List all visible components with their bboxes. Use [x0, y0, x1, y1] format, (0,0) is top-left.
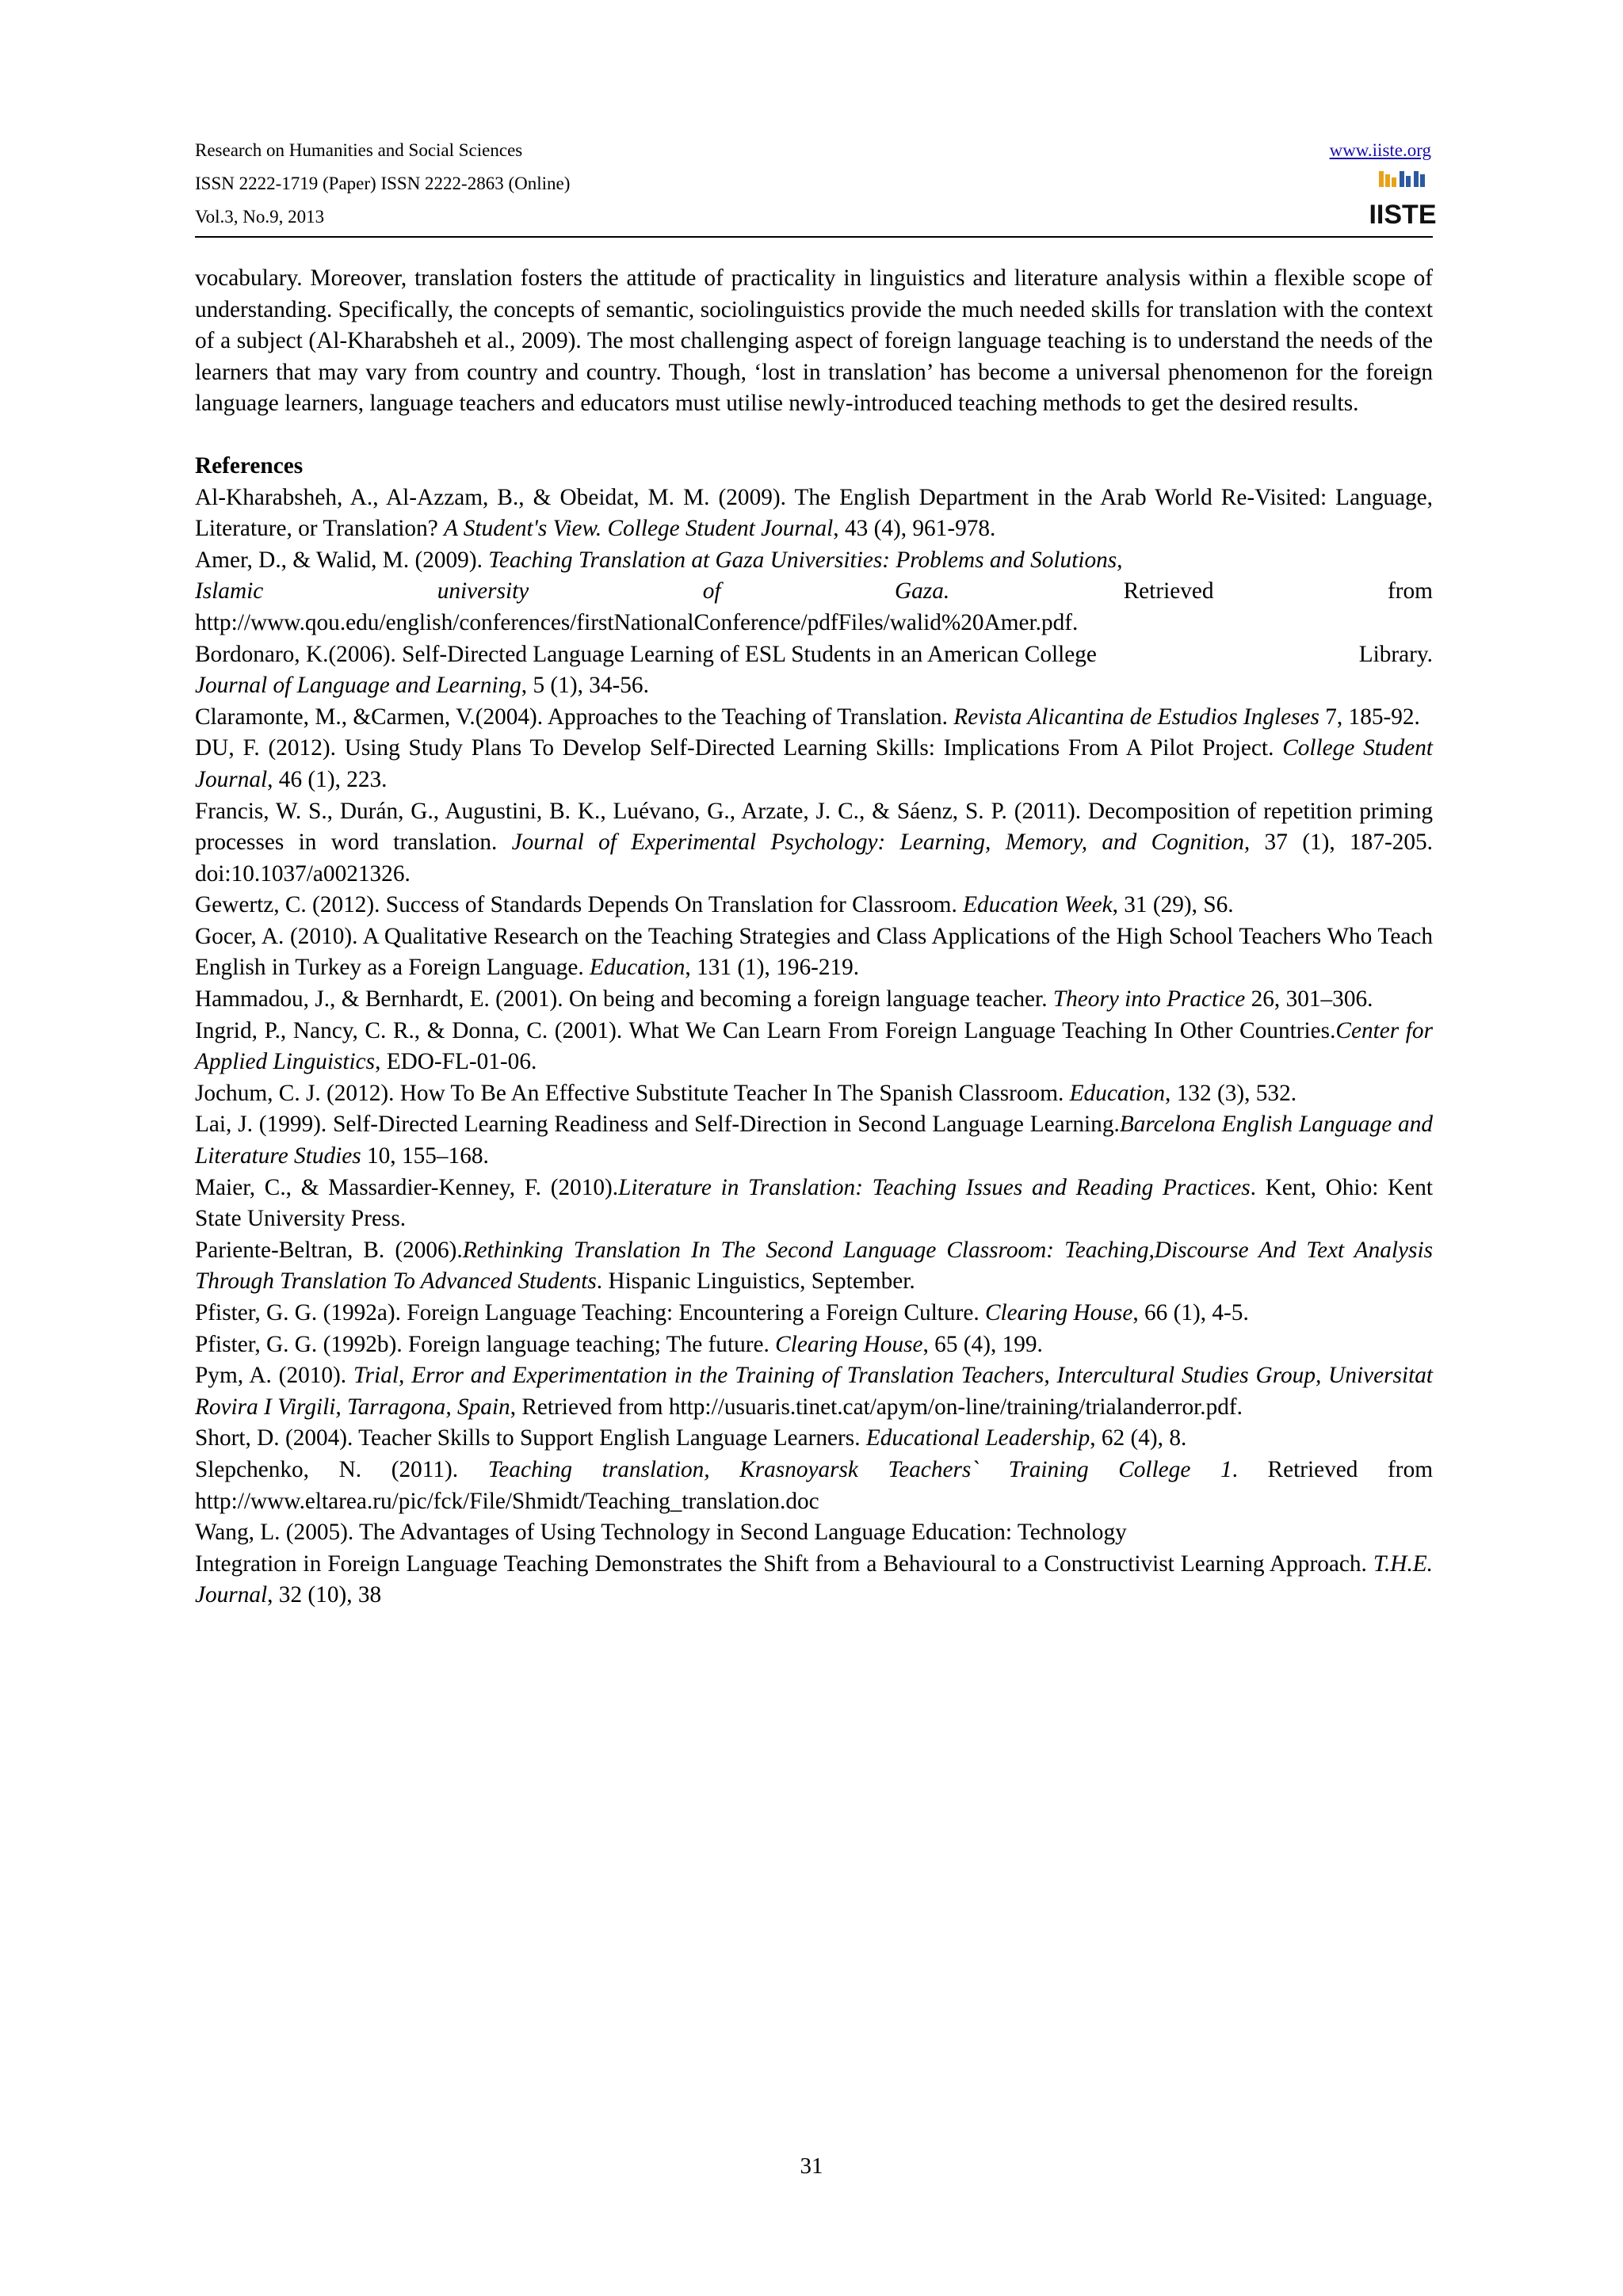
- reference-item: Ingrid, P., Nancy, C. R., & Donna, C. (2001). What We Can Learn From Foreign Language Teaching In Other Countries.Center for Applied Linguistics, EDO-FL-01-06.: [195, 1017, 1433, 1075]
- reference-item: DU, F. (2012). Using Study Plans To Develop Self-Directed Learning Skills: Implications From A Pilot Project. College Student Journal, 46 (1), 223.: [195, 735, 1434, 792]
- reference-item: Wang, L. (2005). The Advantages of Using Technology in Second Language Education: Technology Integration in Foreign Language Teaching Demonstrates the Shift from a Behavioural to a Constructivist Learning Approach. T.H.E. Journal, 32 (10), 38: [195, 1520, 1433, 1608]
- header-rule: [195, 236, 1433, 238]
- reference-item: Short, D. (2004). Teacher Skills to Support English Language Learners. Educational Leadership, 62 (4), 8.: [195, 1425, 1187, 1451]
- reference-item: Jochum, C. J. (2012). How To Be An Effective Substitute Teacher In The Spanish Classroom. Education, 132 (3), 532.: [195, 1080, 1297, 1106]
- reference-item: Al-Kharabsheh, A., Al-Azzam, B., & Obeidat, M. M. (2009). The English Department in the Arab World Re-Visited: Language, Literature, or Translation? A Student's View. College Student Journal, 43 (4), 961-978.: [195, 484, 1433, 542]
- iiste-logo: [1369, 170, 1437, 230]
- references-heading: References: [195, 452, 304, 479]
- issn-line: ISSN 2222-1719 (Paper) ISSN 2222-2863 (Online): [195, 174, 571, 193]
- reference-item: Pym, A. (2010). Trial, Error and Experimentation in the Training of Translation Teachers, Intercultural Studies Group, Universitat Rovira I Virgili, Tarragona, Spain, Retrieved from http://usuaris.tinet.cat/apym/on-line/training/trialanderror.pdf.: [195, 1363, 1433, 1420]
- reference-item: Hammadou, J., & Bernhardt, E. (2001). On being and becoming a foreign language teacher. Theory into Practice 26, 301–306.: [195, 986, 1373, 1013]
- reference-item: Lai, J. (1999). Self-Directed Learning Readiness and Self-Direction in Second Language Learning.Barcelona English Language and Literature Studies 10, 155–168.: [195, 1112, 1433, 1169]
- reference-item: Amer, D., & Walid, M. (2009). Teaching Translation at Gaza Universities: Problems and Solutions, Islamic university of Gaza. Retrieved from http://www.qou.edu/english/conferences/firstNationalConference/pdfFiles/walid%20Amer.pdf.: [195, 547, 1433, 635]
- intro-paragraph: vocabulary. Moreover, translation fosters the attitude of practicality in linguistics and literature analysis within a flexible scope of understanding. Specifically, the concepts of semantic, sociolinguistics provide the much needed skills for translation with the context of a subject (Al-Kharabsheh et al., 2009). The most challenging aspect of foreign language teaching is to understand the needs of the learners that may vary from country and country. Though, ‘lost in translation’ has become a universal phenomenon for the foreign language learners, language teachers and educators must utilise newly-introduced teaching methods to get the desired results.: [195, 265, 1433, 417]
- reference-item: Gocer, A. (2010). A Qualitative Research on the Teaching Strategies and Class Applications of the High School Teachers Who Teach English in Turkey as a Foreign Language. Education, 131 (1), 196-219.: [195, 923, 1433, 981]
- reference-item: Claramonte, M., &Carmen, V.(2004). Approaches to the Teaching of Translation. Revista Alicantina de Estudios Ingleses 7, 185-92.: [195, 704, 1420, 730]
- volume-line: Vol.3, No.9, 2013: [195, 207, 325, 227]
- reference-item: Bordonaro, K.(2006). Self-Directed Language Learning of ESL Students in an American College Library. Journal of Language and Learning, 5 (1), 34-56.: [195, 641, 1433, 699]
- reference-item: Pariente-Beltran, B. (2006).Rethinking Translation In The Second Language Classroom: Teaching,Discourse And Text Analysis Through Translation To Advanced Students. Hispanic Linguistics, September.: [195, 1237, 1433, 1295]
- reference-item: Francis, W. S., Durán, G., Augustini, B. K., Luévano, G., Arzate, J. C., & Sáenz, S. P. (2011). Decomposition of repetition priming processes in word translation. Journal of Experimental Psychology: Learning, Memory, and Cognition, 37 (1), 187-205. doi:10.1037/a0021326.: [195, 798, 1433, 887]
- page-body: [195, 263, 1433, 1611]
- reference-item: Maier, C., & Massardier-Kenney, F. (2010).Literature in Translation: Teaching Issues and Reading Practices. Kent, Ohio: Kent State University Press.: [195, 1174, 1433, 1232]
- reference-item: Slepchenko, N. (2011). Teaching translation, Krasnoyarsk Teachers` Training College 1. Retrieved from http://www.eltarea.ru/pic/fck/File/Shmidt/Teaching_translation.doc: [195, 1456, 1433, 1514]
- reference-item: Pfister, G. G. (1992a). Foreign Language Teaching: Encountering a Foreign Culture. Clearing House, 66 (1), 4-5.: [195, 1300, 1249, 1325]
- page-number: 31: [800, 2153, 823, 2179]
- reference-item: Gewertz, C. (2012). Success of Standards Depends On Translation for Classroom. Education Week, 31 (29), S6.: [195, 892, 1234, 918]
- svg-text:IISTE: IISTE: [1369, 200, 1437, 230]
- reference-item: Pfister, G. G. (1992b). Foreign language teaching; The future. Clearing House, 65 (4), 199.: [195, 1331, 1043, 1357]
- journal-title: Research on Humanities and Social Sciences: [195, 140, 523, 160]
- website-link[interactable]: www.iiste.org: [1329, 140, 1431, 160]
